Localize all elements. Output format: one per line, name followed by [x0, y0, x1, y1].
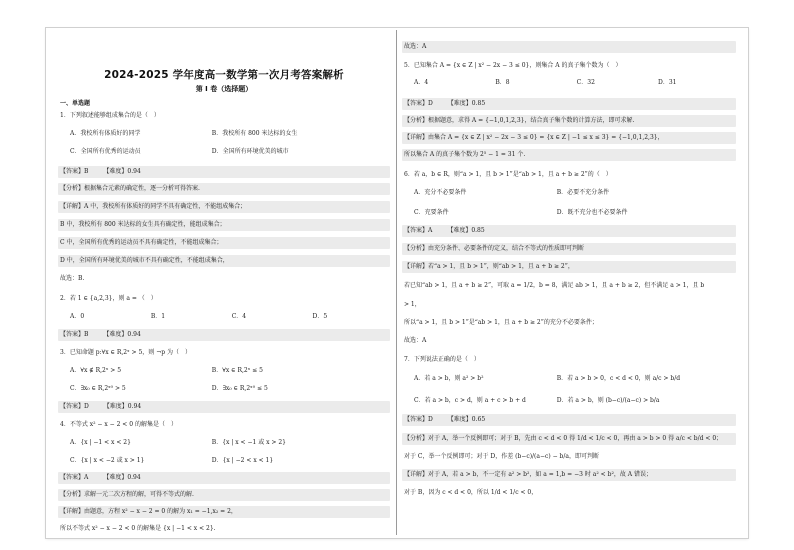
right-option: A．若 a > b，则 a² > b² — [414, 375, 484, 382]
right-option: C．32 — [576, 79, 595, 86]
left-highlight-row — [58, 329, 390, 341]
right-highlight-row — [402, 115, 736, 127]
left-option: D．全国所有环境优美的城市 — [211, 148, 289, 155]
right-text: 所以“a > 1，且 b > 1”是“ab > 1，且 a + b ≥ 2”的充分不必要条件； — [404, 319, 598, 326]
left-question: 1．下列叙述能够组成集合的是（ ） — [60, 112, 160, 119]
right-text: > 1， — [404, 301, 421, 308]
right-analysis-text: 【分析】由充分条件、必要条件的定义，结合不等式的性质即可判断 — [404, 245, 585, 252]
left-analysis-text: D 中，全国所有环境优美的城市不具有确定性，不能组成集合， — [60, 257, 229, 264]
right-question: 7．下列说法正确的是（ ） — [404, 356, 480, 363]
left-highlight-row — [58, 183, 390, 195]
right-option: D．31 — [658, 79, 677, 86]
left-option: C．4 — [231, 313, 247, 320]
left-highlight-row — [58, 255, 390, 267]
left-option: B．我校所有 800 米达标的女生 — [211, 130, 298, 137]
right-highlight-row — [402, 433, 736, 445]
right-option: A．4 — [414, 79, 429, 86]
right-text: 若已知“ab > 1，且 a + b ≥ 2”，可取 a = 1/2，b = 8，满足 ab > 1，且 a + b ≥ 2，但不满足 a > 1，且 b — [404, 282, 705, 289]
right-analysis-text: 【答案】D 【难度】0.65 — [404, 416, 486, 423]
right-analysis-text: 【详解】由集合 A = {x ∈ Z | x² − 2x − 3 ≤ 0} = {x ∈ Z | −1 ≤ x ≤ 3} = {−1,0,1,2,3}， — [404, 134, 664, 141]
left-highlight-row — [58, 401, 390, 413]
left-option: A．∀x ∉ R,2ˣ > 5 — [70, 367, 122, 374]
left-option: D．5 — [312, 313, 328, 320]
right-option: B．8 — [495, 79, 510, 86]
left-question: 4．不等式 x² − x − 2 < 0 的解集是（ ） — [60, 421, 177, 428]
right-highlight-row — [402, 98, 736, 110]
left-text: 所以不等式 x² − x − 2 < 0 的解集是 {x | −1 < x < 2}. — [60, 525, 216, 532]
right-analysis-text: 【详解】若“a > 1，且 b > 1”，则“ab > 1，且 a + b ≥ 2”， — [404, 263, 574, 270]
right-highlight-row — [402, 469, 736, 481]
left-highlight-row — [58, 489, 390, 501]
left-highlight-row — [58, 201, 390, 213]
left-option: C．∃x₀ ∈ R,2ˣ⁰ > 5 — [70, 385, 126, 392]
section-heading: 一、单选题 — [60, 100, 91, 107]
left-option: B．1 — [150, 313, 166, 320]
right-option: D．若 a > b，则 (b−c)/(a−c) > b/a — [556, 397, 660, 404]
left-option: C．全国所有优秀的运动员 — [70, 148, 141, 155]
right-analysis-text: 【分析】根据题意，求得 A = {−1,0,1,2,3}，结合真子集个数的计算方法，即可求解. — [404, 117, 635, 124]
left-text: 故选：B. — [60, 275, 85, 282]
left-option: A．0 — [70, 313, 85, 320]
right-highlight-row — [402, 414, 736, 426]
left-highlight-row — [58, 219, 390, 231]
right-option: D．既不充分也不必要条件 — [556, 209, 628, 216]
right-analysis-text: 故选：A — [404, 43, 427, 50]
left-option: C．{x | x < −2 或 x > 1} — [70, 457, 145, 464]
right-option: A．充分不必要条件 — [414, 189, 467, 196]
left-option: A．{x | −1 < x < 2} — [70, 439, 131, 446]
right-highlight-row — [402, 261, 736, 273]
left-option: D．{x | −2 < x < 1} — [211, 457, 274, 464]
right-analysis-text: 【答案】A 【难度】0.85 — [404, 227, 485, 234]
right-option: B．若 a > b > 0，c < d < 0，则 a/c > b/d — [556, 375, 681, 382]
left-highlight-row — [58, 472, 390, 484]
left-highlight-row — [58, 237, 390, 249]
left-analysis-text: C 中，全国所有优秀的运动员不具有确定性，不能组成集合； — [60, 239, 223, 246]
left-question: 3．已知命题 p:∀x ∈ R,2ˣ > 5，则 ¬p 为（ ） — [60, 349, 191, 356]
left-analysis-text: 【答案】B 【难度】0.94 — [60, 168, 141, 175]
part-heading: 第 I 卷（选择题） — [195, 85, 253, 93]
left-analysis-text: 【分析】根据集合元素的确定性，逐一分析可得答案. — [60, 185, 200, 192]
right-analysis-text: 【详解】对于 A，若 a > b，不一定有 a² > b²，如 a = 1,b = −3 时 a² < b²，故 A 错误； — [404, 471, 652, 478]
right-analysis-text: 【答案】D 【难度】0.85 — [404, 100, 486, 107]
left-option: D．∃x₀ ∈ R,2ˣ⁰ ≤ 5 — [211, 385, 268, 392]
left-analysis-text: 【详解】由题意，方程 x² − x − 2 = 0 的解为 x₁ = −1,x₂ = 2， — [60, 508, 237, 515]
left-question: 2．若 1 ∈ {a,2,3}，则 a = （ ） — [60, 295, 157, 302]
right-highlight-row — [402, 41, 736, 53]
right-analysis-text: 【分析】对于 A，举一个反例即可；对于 B，先由 c < d < 0 得 1/d < 1/c < 0，再由 a > b > 0 得 a/c < b/d < 0； — [404, 435, 723, 442]
right-text: 对于 B，因为 c < d < 0，所以 1/d < 1/c < 0， — [404, 489, 538, 496]
page-title: 2024-2025 学年度高一数学第一次月考答案解析 — [104, 69, 344, 81]
right-highlight-row — [402, 149, 736, 161]
column-divider — [396, 30, 397, 535]
right-option: B．必要不充分条件 — [556, 189, 610, 196]
left-analysis-text: 【答案】D 【难度】0.94 — [60, 403, 142, 410]
left-highlight-row — [58, 166, 390, 178]
left-analysis-text: B 中，我校所有 800 米达标的女生具有确定性，能组成集合； — [60, 221, 226, 228]
left-analysis-text: 【详解】A 中，我校所有体质好的同学不具有确定性，不能组成集合； — [60, 203, 247, 210]
right-option: C．充要条件 — [414, 209, 449, 216]
right-highlight-row — [402, 132, 736, 144]
right-highlight-row — [402, 243, 736, 255]
left-option: A．我校所有体质好的同学 — [70, 130, 141, 137]
left-option: B．∀x ∈ R,2ˣ ≤ 5 — [211, 367, 263, 374]
left-option: B．{x | x < −1 或 x > 2} — [211, 439, 286, 446]
right-highlight-row — [402, 225, 736, 237]
right-text: 故选：A — [404, 337, 427, 344]
left-analysis-text: 【分析】求解一元二次方程的解，可得不等式的解. — [60, 491, 194, 498]
left-analysis-text: 【答案】A 【难度】0.94 — [60, 474, 141, 481]
left-analysis-text: 【答案】B 【难度】0.94 — [60, 331, 141, 338]
right-analysis-text: 所以集合 A 的真子集个数为 2⁵ − 1 = 31 个. — [404, 151, 526, 158]
right-question: 5．已知集合 A = {x ∈ Z | x² − 2x − 3 ≤ 0}，则集合 A 的真子集个数为（ ） — [404, 62, 622, 69]
right-text: 对于 C，举一个反例即可；对于 D，作差 (b−c)/(a−c) − b/a，即可判断 — [404, 453, 599, 460]
right-option: C．若 a > b，c > d，则 a + c > b + d — [414, 397, 526, 404]
left-highlight-row — [58, 506, 390, 518]
right-question: 6．若 a，b ∈ R，则“a > 1，且 b > 1”是“ab > 1，且 a + b ≥ 2”的（ ） — [404, 171, 612, 178]
